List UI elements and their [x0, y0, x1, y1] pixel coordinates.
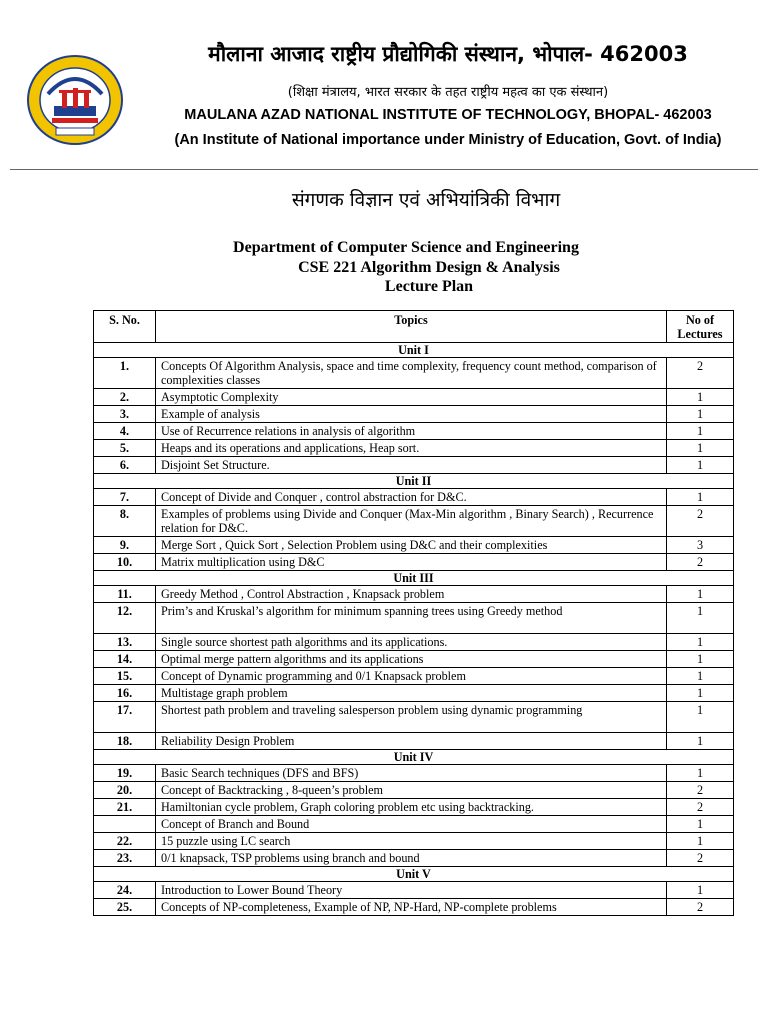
- lecture-count-cell: 2: [667, 506, 734, 537]
- lecture-plan-table: [93, 310, 734, 916]
- lecture-count-cell: 1: [667, 733, 734, 750]
- serial-number-cell: 7.: [94, 489, 156, 506]
- table-row: [94, 506, 734, 537]
- serial-number-cell: 19.: [94, 765, 156, 782]
- topic-cell: Heaps and its operations and applications, Heap sort.: [156, 440, 667, 457]
- lecture-count-cell: 2: [667, 358, 734, 389]
- lecture-count-cell: 1: [667, 389, 734, 406]
- topic-cell: Hamiltonian cycle problem, Graph coloring problem etc using backtracking.: [156, 799, 667, 816]
- unit-label: Unit III: [94, 571, 734, 586]
- serial-number-cell: 18.: [94, 733, 156, 750]
- unit-header-row: [94, 474, 734, 489]
- column-header-topics: Topics: [156, 311, 667, 343]
- table-row: [94, 668, 734, 685]
- institute-logo-icon: [26, 54, 124, 146]
- topic-cell: Prim’s and Kruskal’s algorithm for minimum spanning trees using Greedy method: [156, 603, 667, 634]
- lecture-count-cell: 1: [667, 816, 734, 833]
- topic-cell: Basic Search techniques (DFS and BFS): [156, 765, 667, 782]
- table-row: [94, 765, 734, 782]
- topic-cell: 0/1 knapsack, TSP problems using branch and bound: [156, 850, 667, 867]
- serial-number-cell: 5.: [94, 440, 156, 457]
- topic-cell: Concept of Branch and Bound: [156, 816, 667, 833]
- table-row: [94, 882, 734, 899]
- lecture-count-cell: 1: [667, 668, 734, 685]
- serial-number-cell: 16.: [94, 685, 156, 702]
- topic-cell: 15 puzzle using LC search: [156, 833, 667, 850]
- table-row: [94, 603, 734, 634]
- table-row: [94, 799, 734, 816]
- serial-number-cell: 3.: [94, 406, 156, 423]
- unit-header-row: [94, 750, 734, 765]
- document-header: [0, 0, 768, 170]
- lecture-count-cell: 1: [667, 685, 734, 702]
- topic-cell: Shortest path problem and traveling salesperson problem using dynamic programming: [156, 702, 667, 733]
- lecture-count-cell: 1: [667, 702, 734, 733]
- table-row: [94, 816, 734, 833]
- serial-number-cell: 8.: [94, 506, 156, 537]
- serial-number-cell: 2.: [94, 389, 156, 406]
- serial-number-cell: 14.: [94, 651, 156, 668]
- institute-name-hindi: मौलाना आजाद राष्ट्रीय प्रौद्योगिकी संस्थान, भोपाल- 462003: [208, 42, 688, 66]
- lecture-count-cell: 1: [667, 882, 734, 899]
- lecture-count-cell: 1: [667, 489, 734, 506]
- lecture-count-cell: 1: [667, 406, 734, 423]
- table-row: [94, 554, 734, 571]
- topic-cell: Concepts Of Algorithm Analysis, space and time complexity, frequency count method, comparison of complexities classes: [156, 358, 667, 389]
- topic-cell: Asymptotic Complexity: [156, 389, 667, 406]
- table-row: [94, 850, 734, 867]
- serial-number-cell: 12.: [94, 603, 156, 634]
- serial-number-cell: 22.: [94, 833, 156, 850]
- table-row: [94, 782, 734, 799]
- lecture-count-cell: 1: [667, 457, 734, 474]
- table-row: [94, 833, 734, 850]
- unit-label: Unit II: [94, 474, 734, 489]
- column-header-lectures: No of Lectures: [667, 311, 734, 343]
- course-title: CSE 221 Algorithm Design & Analysis: [298, 259, 560, 276]
- table-row: [94, 423, 734, 440]
- topic-cell: Matrix multiplication using D&C: [156, 554, 667, 571]
- column-header-sno: S. No.: [94, 311, 156, 343]
- unit-label: Unit V: [94, 867, 734, 882]
- lecture-count-cell: 1: [667, 651, 734, 668]
- table-row: [94, 899, 734, 916]
- serial-number-cell: 17.: [94, 702, 156, 733]
- serial-number-cell: [94, 816, 156, 833]
- lecture-count-cell: 1: [667, 586, 734, 603]
- topic-cell: Concept of Backtracking , 8-queen’s problem: [156, 782, 667, 799]
- lecture-count-cell: 1: [667, 603, 734, 634]
- institute-subtitle-english: (An Institute of National importance under Ministry of Education, Govt. of India): [174, 132, 722, 148]
- table-row: [94, 733, 734, 750]
- lecture-count-cell: 2: [667, 850, 734, 867]
- table-row: [94, 537, 734, 554]
- table-row: [94, 389, 734, 406]
- table-row: [94, 457, 734, 474]
- serial-number-cell: 6.: [94, 457, 156, 474]
- topic-cell: Examples of problems using Divide and Conquer (Max-Min algorithm , Binary Search) , Recurrence relation for D&C.: [156, 506, 667, 537]
- topic-cell: Multistage graph problem: [156, 685, 667, 702]
- header-divider: [10, 169, 758, 170]
- topic-cell: Concept of Dynamic programming and 0/1 Knapsack problem: [156, 668, 667, 685]
- topic-cell: Concept of Divide and Conquer , control abstraction for D&C.: [156, 489, 667, 506]
- serial-number-cell: 20.: [94, 782, 156, 799]
- lecture-count-cell: 1: [667, 634, 734, 651]
- unit-header-row: [94, 867, 734, 882]
- serial-number-cell: 15.: [94, 668, 156, 685]
- document-title: Lecture Plan: [384, 278, 474, 295]
- unit-label: Unit IV: [94, 750, 734, 765]
- institute-name-english: MAULANA AZAD NATIONAL INSTITUTE OF TECHNOLOGY, BHOPAL- 462003: [184, 107, 712, 123]
- topic-cell: Use of Recurrence relations in analysis of algorithm: [156, 423, 667, 440]
- topic-cell: Introduction to Lower Bound Theory: [156, 882, 667, 899]
- lecture-count-cell: 2: [667, 899, 734, 916]
- topic-cell: Example of analysis: [156, 406, 667, 423]
- serial-number-cell: 23.: [94, 850, 156, 867]
- serial-number-cell: 1.: [94, 358, 156, 389]
- topic-cell: Merge Sort , Quick Sort , Selection Problem using D&C and their complexities: [156, 537, 667, 554]
- table-row: [94, 440, 734, 457]
- lecture-count-cell: 1: [667, 833, 734, 850]
- serial-number-cell: 21.: [94, 799, 156, 816]
- lecture-count-cell: 1: [667, 423, 734, 440]
- lecture-count-cell: 2: [667, 782, 734, 799]
- department-name-english: Department of Computer Science and Engineering: [233, 239, 579, 256]
- lecture-count-cell: 1: [667, 440, 734, 457]
- department-name-hindi: संगणक विज्ञान एवं अभियांत्रिकी विभाग: [291, 189, 561, 211]
- serial-number-cell: 4.: [94, 423, 156, 440]
- table-body: [94, 343, 734, 916]
- serial-number-cell: 11.: [94, 586, 156, 603]
- serial-number-cell: 25.: [94, 899, 156, 916]
- lecture-count-cell: 1: [667, 765, 734, 782]
- table-row: [94, 406, 734, 423]
- table-row: [94, 702, 734, 733]
- topic-cell: Single source shortest path algorithms and its applications.: [156, 634, 667, 651]
- topic-cell: Greedy Method , Control Abstraction , Knapsack problem: [156, 586, 667, 603]
- table-row: [94, 358, 734, 389]
- lecture-count-cell: 2: [667, 799, 734, 816]
- table-row: [94, 586, 734, 603]
- table-header-row: [94, 311, 734, 343]
- table-row: [94, 489, 734, 506]
- table-row: [94, 685, 734, 702]
- table-row: [94, 634, 734, 651]
- unit-header-row: [94, 571, 734, 586]
- serial-number-cell: 13.: [94, 634, 156, 651]
- topic-cell: Optimal merge pattern algorithms and its applications: [156, 651, 667, 668]
- table-row: [94, 651, 734, 668]
- topic-cell: Concepts of NP-completeness, Example of NP, NP-Hard, NP-complete problems: [156, 899, 667, 916]
- serial-number-cell: 9.: [94, 537, 156, 554]
- lecture-count-cell: 2: [667, 554, 734, 571]
- unit-label: Unit I: [94, 343, 734, 358]
- unit-header-row: [94, 343, 734, 358]
- serial-number-cell: 24.: [94, 882, 156, 899]
- serial-number-cell: 10.: [94, 554, 156, 571]
- topic-cell: Disjoint Set Structure.: [156, 457, 667, 474]
- institute-subtitle-hindi: (शिक्षा मंत्रालय, भारत सरकार के तहत राष्ट्रीय महत्व का एक संस्थान): [287, 85, 609, 100]
- topic-cell: Reliability Design Problem: [156, 733, 667, 750]
- lecture-count-cell: 3: [667, 537, 734, 554]
